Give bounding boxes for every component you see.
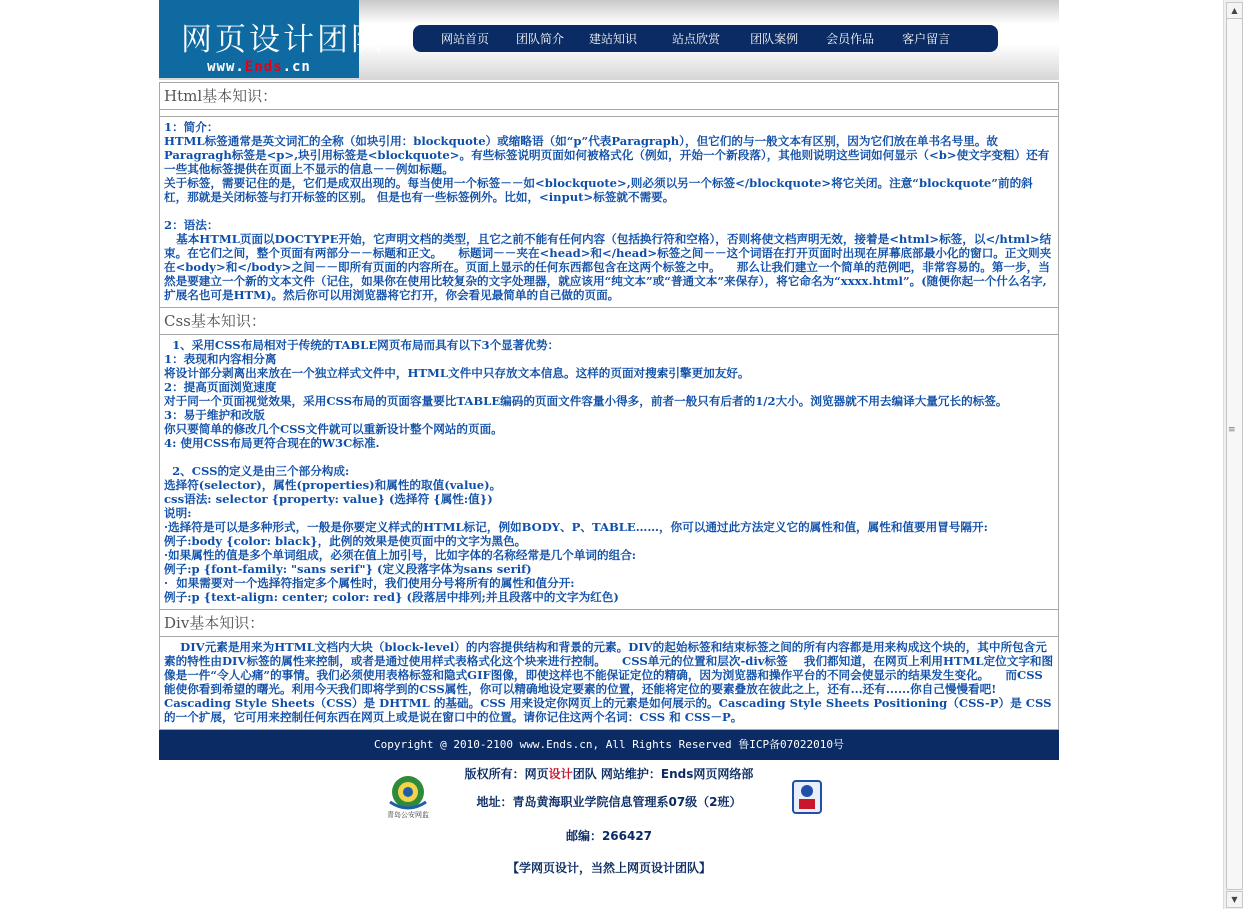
footer-info bbox=[159, 760, 1059, 875]
page bbox=[159, 0, 1059, 875]
section-body-div: DIV元素是用来为HTML文档内大块（block-level）的内容提供结构和背景的元素。DIV的起始标签和结束标签之间的所有内容都是用来构成这个块的，其中所包含元素的特性由DIV标签的属性来控制，或者是通过使用样式表格式化这个块来进行控制。 CSS单元的位置和层次-div标签 我们都知道，在网页上利用HTML定位文字和图像是一件“令人心痛”的事情。我们必须使用表格标签和隐式GIF图像，即使这样也不能保证定位的精确，因为浏览器和操作平台的不同会使显示的结果发生变化。 而CSS能使你看到希望的曙光。利用今天我们即将学到的CSS属性，你可以精确地设定要素的位置，还能将定位的要素叠放在彼此之上，还有...还有......你自己慢慢看吧! Cascading Style Sheets（CSS）是 DHTML 的基础。CSS 用来设定你网页上的元素是如何展示的。Cascading Style Sheets Positioning（CSS-P）是 CSS 的一个扩展，它可用来控制任何东西在网页上或是说在窗口中的位置。请你记住这两个名词：CSS 和 CSS－P。 bbox=[164, 640, 1056, 724]
nav-team-cases[interactable]: 团队案例 bbox=[750, 32, 799, 46]
address-line: 地址：青岛黄海职业学院信息管理系07级（2班） bbox=[476, 795, 742, 809]
section-title-div: Div基本知识： bbox=[160, 610, 1058, 637]
nav-home[interactable]: 网站首页 bbox=[441, 32, 490, 46]
copyright-text: Copyright @ 2010-2100 www.Ends.cn, All Rights Reserved 鲁ICP备07022010号 bbox=[373, 738, 845, 751]
nav-team-intro[interactable]: 团队简介 bbox=[516, 32, 565, 46]
section-title-html: Html基本知识： bbox=[160, 83, 1058, 110]
section-body-html: 1：简介： HTML标签通常是英文词汇的全称（如块引用：blockquote）或缩略语（如“p”代表Paragraph），但它们的与一般文本有区别，因为它们放在单书名号里。故Paragragh标签是<p>,块引用标签是<blockquote>。有些标签说明页面如何被格式化（例如，开始一个新段落），其他则说明这些词如何显示（<b>使文字变粗）还有一些其他标签提供在页面上不显示的信息－－例如标题。 关于标签，需要记住的是，它们是成双出现的。每当使用一个标签－－如<blockquote>,则必须以另一个标签</blockquote>将它关闭。注意“blockquote”前的斜杠，那就是关闭标签与打开标签的区别。 但是也有一些标签例外。比如，<input>标签就不需要。 2：语法： 基本HTML页面以DOCTYPE开始，它声明文档的类型，且它之前不能有任何内容（包括换行符和空格），否则将使文档声明无效，接着是<html>标签，以</html>结束。在它们之间，整个页面有两部分－－标题和正文。 标题词－－夹在<head>和</head>标签之间－－这个词语在打开页面时出现在屏幕底部最小化的窗口。正文则夹在<body>和</body>之间－－即所有页面的内容所在。页面上显示的任何东西都包含在这两个标签之中。 那么让我们建立一个简单的范例吧，非常容易的。第一步，当然是要建立一个新的文本文件（记住，如果你在使用比较复杂的文字处理器，就应该用“纯文本”或“普通文本”来保存），将它命名为“xxxx.html”。(随便你起一个什么名字,扩展名也可是HTM)。然后你可以用浏览器将它打开，你会看见最简单的自己做的页面。 bbox=[160, 117, 1058, 308]
owner-line: 版权所有：网页设计团队 网站维护：Ends网页网络部 bbox=[464, 767, 754, 781]
site-logo[interactable] bbox=[159, 0, 385, 78]
nav-site-showcase[interactable]: 站点欣赏 bbox=[672, 32, 721, 46]
scroll-grip-icon: ≡ bbox=[1228, 425, 1236, 435]
logo-url: www.Ends.cn bbox=[207, 59, 311, 75]
content-area bbox=[159, 82, 1059, 730]
logo-title: 网页设计团队 bbox=[181, 22, 385, 58]
postcode-line: 邮编：266427 bbox=[565, 829, 653, 843]
scroll-thumb[interactable] bbox=[1226, 18, 1243, 890]
scroll-down-icon[interactable]: ▼ bbox=[1226, 891, 1243, 908]
vertical-scrollbar[interactable] bbox=[1223, 0, 1243, 909]
nav-member-works[interactable]: 会员作品 bbox=[826, 32, 875, 46]
main-nav bbox=[413, 25, 998, 52]
section-body-css: 1、采用CSS布局相对于传统的TABLE网页布局而具有以下3个显著优势： 1：表现和内容相分离 将设计部分剥离出来放在一个独立样式文件中，HTML文件中只存放文本信息。这样的页面对搜索引擎更加友好。 2：提高页面浏览速度 对于同一个页面视觉效果，采用CSS布局的页面容量要比TABLE编码的页面文件容量小得多，前者一般只有后者的1/2大小。浏览器就不用去编译大量冗长的标签。 3：易于维护和改版 你只要简单的修改几个CSS文件就可以重新设计整个网站的页面。 4: 使用CSS布局更符合现在的W3C标准. 2、CSS的定义是由三个部分构成: 选择符(selector)，属性(properties)和属性的取值(value)。 css语法: selector {property: value} (选择符 {属性:值}) 说明: ·选择符是可以是多种形式，一般是你要定义样式的HTML标记，例如BODY、P、TABLE……，你可以通过此方法定义它的属性和值，属性和值要用冒号隔开: 例子:body {color: black}，此例的效果是使页面中的文字为黑色。 ·如果属性的值是多个单词组成，必须在值上加引号，比如字体的名称经常是几个单词的组合: 例子:p {font-family: "sans serif"} (定义段落字体为sans serif) · 如果需要对一个选择符指定多个属性时，我们使用分号将所有的属性和值分开: 例子:p {text-align: center; color: red} (段落居中排列;并且段落中的文字为红色) bbox=[160, 335, 1058, 610]
section-spacer bbox=[160, 110, 1058, 117]
nav-site-knowledge[interactable]: 建站知识 bbox=[589, 32, 638, 46]
badge-caption: 青岛公安网监 bbox=[387, 811, 429, 819]
slogan-link[interactable]: 【学网页设计，当然上网页设计团队】 bbox=[506, 861, 711, 875]
footer-copyright-bar bbox=[159, 730, 1059, 760]
header bbox=[159, 0, 1059, 80]
section-title-css: Css基本知识： bbox=[160, 308, 1058, 335]
scroll-up-icon[interactable]: ▲ bbox=[1226, 2, 1243, 19]
nav-guestbook[interactable]: 客户留言 bbox=[902, 32, 951, 46]
mascot-icon[interactable] bbox=[789, 775, 825, 817]
